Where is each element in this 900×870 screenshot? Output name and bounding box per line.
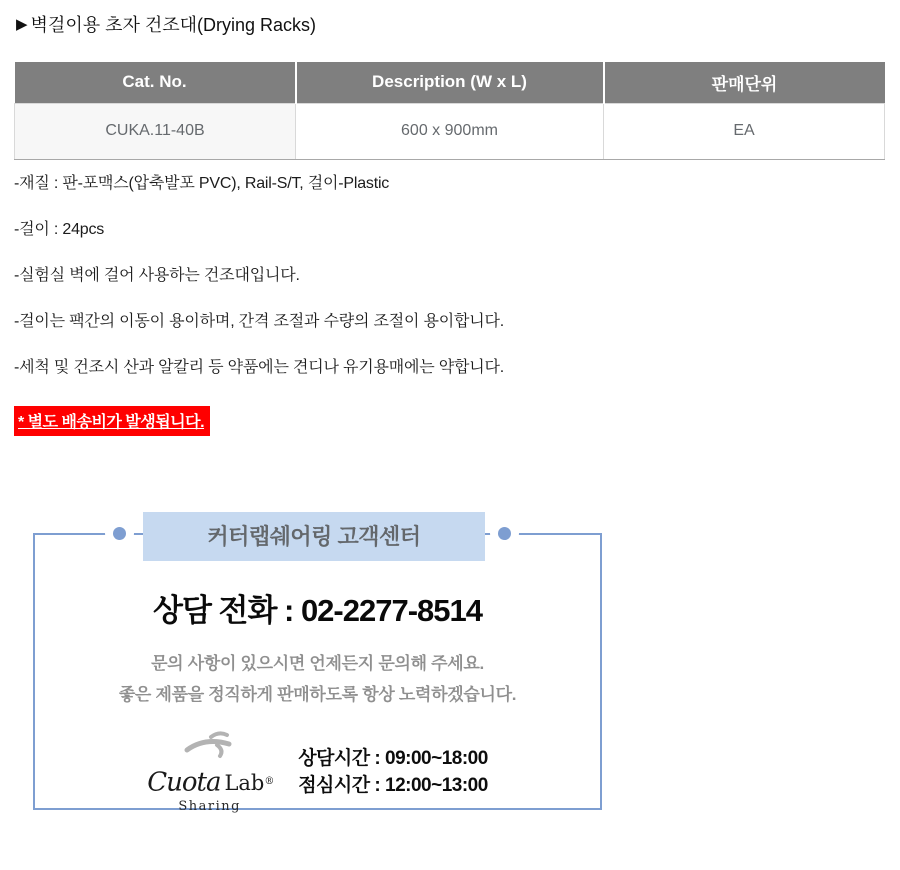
company-logo xyxy=(147,730,275,815)
band-right-dot-icon xyxy=(498,527,511,540)
service-center-header: 커터랩쉐어링 고객센터 xyxy=(143,512,485,561)
swoosh-icon xyxy=(175,730,245,764)
service-message-2: 좋은 제품을 정직하게 판매하도록 항상 노력하겠습니다. xyxy=(118,685,517,704)
logo-brand-script: Cuota xyxy=(147,767,221,798)
title-arrow-icon: ▶ xyxy=(16,16,28,33)
product-details xyxy=(14,175,900,377)
cell-sales-unit: EA xyxy=(604,103,885,159)
header-cat-no: Cat. No. xyxy=(15,62,296,103)
lunch-hours: 점심시간 : 12:00~13:00 xyxy=(298,775,488,797)
product-spec-table xyxy=(14,62,885,160)
cell-description: 600 x 900mm xyxy=(296,103,604,159)
table-header-row xyxy=(15,62,885,103)
consult-hours: 상담시간 : 09:00~18:00 xyxy=(298,748,488,770)
header-sales-unit: 판매단위 xyxy=(604,62,885,103)
page-title xyxy=(0,0,900,37)
detail-chemical-resistance: -세척 및 건조시 산과 알칼리 등 약품에는 견디나 유기용매에는 약합니다. xyxy=(14,358,505,376)
service-hours xyxy=(298,745,488,799)
detail-material: -재질 : 판-포맥스(압축발포 PVC), Rail-S/T, 걸이-Plastic xyxy=(14,174,390,192)
detail-adjustability: -걸이는 팩간의 이동이 용이하며, 간격 조절과 수량의 조절이 용이합니다. xyxy=(14,312,505,330)
service-bottom-row xyxy=(35,730,600,814)
logo-tagline: Sharing xyxy=(178,799,241,815)
service-phone-number: 상담 전화 : 02-2277-8514 xyxy=(153,593,482,628)
page-title-text: 벽걸이용 초자 건조대(Drying Racks) xyxy=(30,15,317,35)
detail-usage: -실험실 벽에 걸어 사용하는 건조대입니다. xyxy=(14,266,300,284)
header-description: Description (W x L) xyxy=(296,62,604,103)
registered-mark-icon: ® xyxy=(264,776,275,787)
band-left-dot-icon xyxy=(113,527,126,540)
logo-brand-lab: Lab xyxy=(224,771,265,796)
table-row xyxy=(15,103,885,159)
customer-service-box xyxy=(33,524,602,815)
detail-hook-count: -걸이 : 24pcs xyxy=(14,220,105,238)
service-message-1: 문의 사항이 있으시면 언제든지 문의해 주세요. xyxy=(151,654,484,673)
logo-wordmark xyxy=(147,767,275,798)
shipping-fee-notice: * 별도 배송비가 발생됩니다. xyxy=(14,406,210,436)
service-messages xyxy=(35,648,600,710)
cell-cat-no: CUKA.11-40B xyxy=(15,103,296,159)
